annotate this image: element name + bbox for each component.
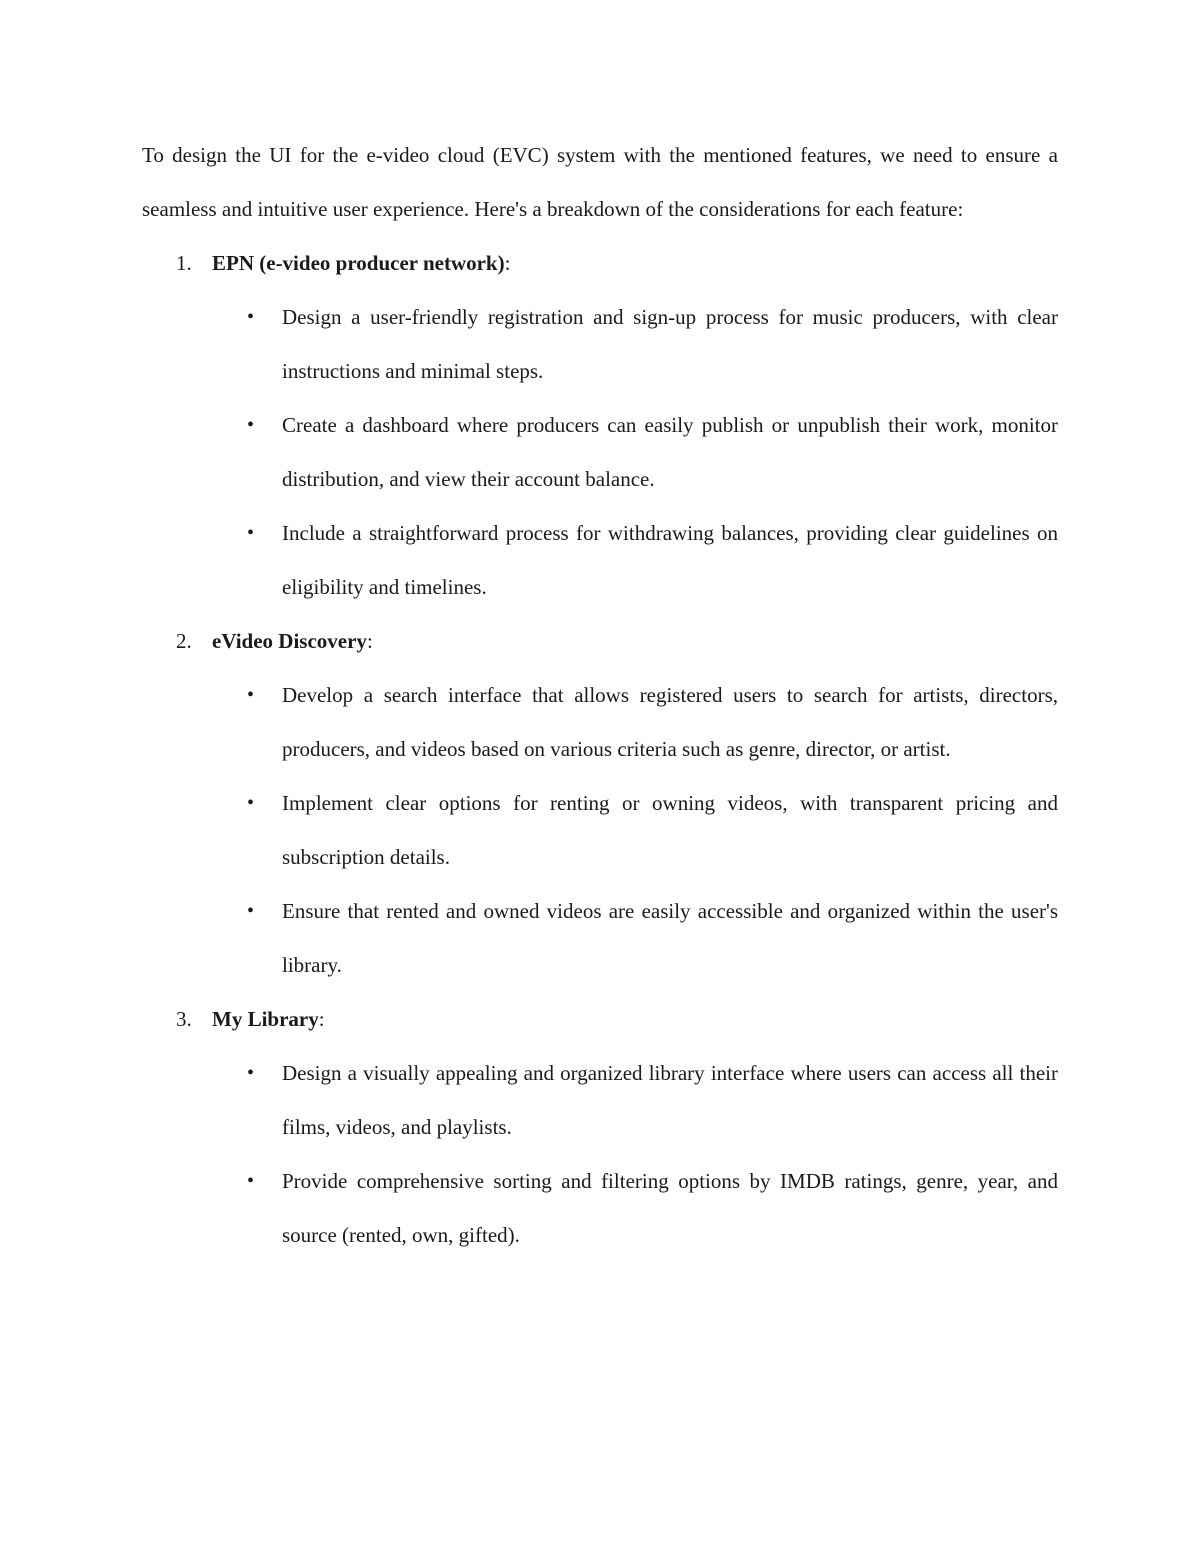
bullet-icon: • xyxy=(247,1062,255,1084)
bullet-icon: • xyxy=(247,414,255,436)
bullet-icon: • xyxy=(247,900,255,922)
bullet-text: Include a straightforward process for withdrawing balances, providing clear guidelines on eligibility and timelines. xyxy=(282,521,1058,599)
bullet-icon: • xyxy=(247,684,255,706)
list-item xyxy=(142,290,1058,398)
section-number: 1. xyxy=(176,251,192,275)
section-epn xyxy=(142,236,1058,614)
bullet-list xyxy=(142,1046,1058,1262)
list-item xyxy=(142,884,1058,992)
list-item xyxy=(142,776,1058,884)
bullet-text: Ensure that rented and owned videos are easily accessible and organized within the user's library. xyxy=(282,899,1058,977)
section-title: eVideo Discovery xyxy=(212,629,367,653)
section-suffix: : xyxy=(318,1007,325,1031)
section-number: 3. xyxy=(176,1007,192,1031)
bullet-text: Create a dashboard where producers can easily publish or unpublish their work, monitor distribution, and view their account balance. xyxy=(282,413,1058,491)
list-item xyxy=(142,1154,1058,1262)
bullet-list xyxy=(142,290,1058,614)
bullet-text: Design a visually appealing and organized library interface where users can access all their films, videos, and playlists. xyxy=(282,1061,1058,1139)
section-number: 2. xyxy=(176,629,192,653)
list-item xyxy=(142,398,1058,506)
intro-paragraph: To design the UI for the e-video cloud (EVC) system with the mentioned features, we need to ensure a seamless and intuitive user experience. Here's a breakdown of the considerations for each feature: xyxy=(142,143,1058,221)
list-item xyxy=(142,668,1058,776)
section-heading xyxy=(142,236,1058,290)
bullet-list xyxy=(142,668,1058,992)
section-evideo-discovery xyxy=(142,614,1058,992)
section-title: EPN (e-video producer network) xyxy=(212,251,505,275)
bullet-icon: • xyxy=(247,792,255,814)
bullet-icon: • xyxy=(247,1170,255,1192)
section-heading xyxy=(142,992,1058,1046)
section-suffix: : xyxy=(504,251,511,275)
bullet-text: Develop a search interface that allows registered users to search for artists, directors, producers, and videos based on various criteria such as genre, director, or artist. xyxy=(282,683,1058,761)
section-title: My Library xyxy=(212,1007,319,1031)
feature-sections xyxy=(142,236,1058,1262)
list-item xyxy=(142,506,1058,614)
bullet-icon: • xyxy=(247,306,255,328)
document-page xyxy=(142,128,1058,1262)
section-heading xyxy=(142,614,1058,668)
section-suffix: : xyxy=(366,629,373,653)
bullet-icon: • xyxy=(247,522,255,544)
section-my-library xyxy=(142,992,1058,1262)
bullet-text: Design a user-friendly registration and sign-up process for music producers, with clear instructions and minimal steps. xyxy=(282,305,1058,383)
bullet-text: Provide comprehensive sorting and filtering options by IMDB ratings, genre, year, and source (rented, own, gifted). xyxy=(282,1169,1058,1247)
bullet-text: Implement clear options for renting or owning videos, with transparent pricing and subscription details. xyxy=(282,791,1058,869)
list-item xyxy=(142,1046,1058,1154)
